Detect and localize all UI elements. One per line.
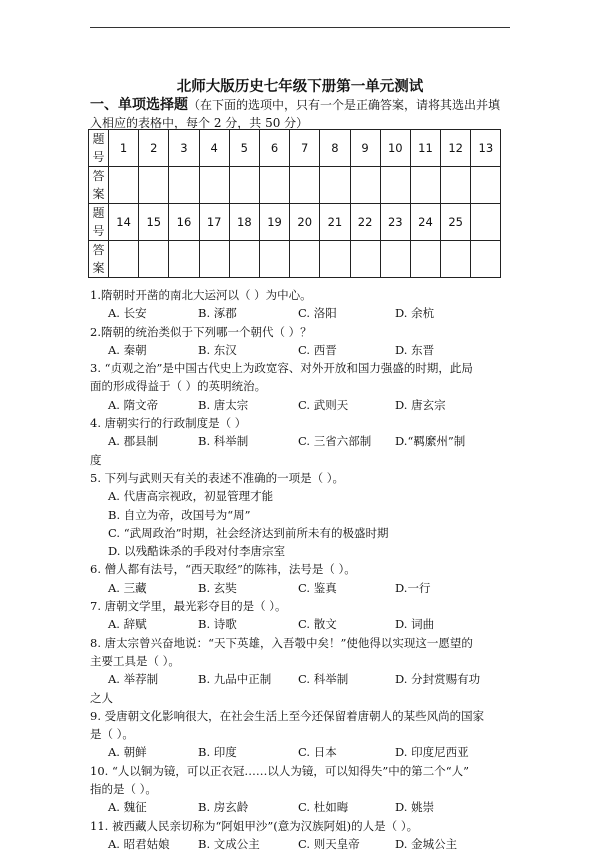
option-d[interactable]: D. 以残酷诛杀的手段对付李唐宗室 <box>108 544 286 559</box>
option-d[interactable]: D. 印度尼西亚 <box>395 745 469 760</box>
question-text: 主要工具是（ ）。 <box>90 653 180 668</box>
option-c[interactable]: C. 日本 <box>298 745 337 760</box>
option-a[interactable]: A. 魏征 <box>108 800 147 815</box>
option-a[interactable]: A. 隋文帝 <box>108 397 159 412</box>
answer-cell[interactable] <box>380 241 410 278</box>
number-cell: 4 <box>199 130 229 167</box>
answer-cell[interactable] <box>169 167 199 204</box>
answer-cell[interactable] <box>441 241 471 278</box>
option-d[interactable]: D. 姚崇 <box>395 800 435 815</box>
option-a[interactable]: A. 郡县制 <box>108 434 159 449</box>
option-d[interactable]: D.一行 <box>395 580 431 595</box>
number-cell: 16 <box>169 204 199 241</box>
option-d[interactable]: D. 唐玄宗 <box>395 397 446 412</box>
number-cell: 3 <box>169 130 199 167</box>
page-title: 北师大版历史七年级下册第一单元测试 <box>176 79 424 95</box>
answer-cell[interactable] <box>290 241 320 278</box>
option-c[interactable]: C. 科举制 <box>298 672 349 687</box>
option-wrap-text: 度 <box>90 452 102 467</box>
number-cell: 24 <box>410 204 440 241</box>
option-b[interactable]: B. 文成公主 <box>198 836 260 851</box>
option-a[interactable]: A. 辞赋 <box>108 617 147 632</box>
option-wrap-text: 之人 <box>90 690 113 705</box>
option-c[interactable]: C. 武则天 <box>298 397 349 412</box>
table-row-answers-1 <box>89 167 501 204</box>
answer-cell[interactable] <box>441 167 471 204</box>
answer-cell[interactable] <box>471 167 501 204</box>
option-b[interactable]: B. 房玄龄 <box>198 800 249 815</box>
number-cell: 17 <box>199 204 229 241</box>
option-d[interactable]: D. 东晋 <box>395 342 435 357</box>
answer-cell[interactable] <box>199 167 229 204</box>
answer-cell[interactable] <box>410 241 440 278</box>
number-cell: 22 <box>350 204 380 241</box>
option-b[interactable]: B. 东汉 <box>198 342 237 357</box>
number-cell: 20 <box>290 204 320 241</box>
option-d[interactable]: D. 分封赏赐有功 <box>395 672 481 687</box>
answer-cell[interactable] <box>320 167 350 204</box>
answer-cell[interactable] <box>259 241 289 278</box>
question-text: 10. “人以铜为镜，可以正衣冠……以人为镜，可以知得失”中的第二个“人” <box>90 763 469 778</box>
option-d[interactable]: D.“羁縻州”制 <box>395 434 466 449</box>
option-c[interactable]: C. 三省六部制 <box>298 434 372 449</box>
option-b[interactable]: B. 诗歌 <box>198 617 237 632</box>
option-a[interactable]: A. 长安 <box>108 306 147 321</box>
question-text: 11. 被西藏人民亲切称为“阿姐甲沙”(意为汉族阿姐)的人是（ ）。 <box>90 818 419 833</box>
header-rule <box>90 27 510 28</box>
options-row <box>90 432 520 450</box>
empty-cell <box>471 204 501 241</box>
option-a[interactable]: A. 秦朝 <box>108 342 147 357</box>
answer-cell[interactable] <box>350 241 380 278</box>
answer-cell[interactable] <box>290 167 320 204</box>
number-cell: 8 <box>320 130 350 167</box>
section-instruction-2: 入相应的表格中，每个 2 分，共 50 分） <box>90 116 309 130</box>
answer-cell[interactable] <box>410 167 440 204</box>
option-a[interactable]: A. 朝鲜 <box>108 745 147 760</box>
label-question-number: 题 号 <box>89 130 109 167</box>
number-cell: 10 <box>380 130 410 167</box>
option-d[interactable]: D. 余杭 <box>395 306 435 321</box>
question-text: 7. 唐朝文学里，最光彩夺目的是（ ）。 <box>90 599 287 614</box>
section-heading: 一、单项选择题 <box>90 97 188 113</box>
answer-cell[interactable] <box>229 241 259 278</box>
answer-cell[interactable] <box>169 241 199 278</box>
number-cell: 5 <box>229 130 259 167</box>
number-cell: 23 <box>380 204 410 241</box>
answer-cell[interactable] <box>380 167 410 204</box>
option-c[interactable]: C. 洛阳 <box>298 306 337 321</box>
option-b[interactable]: B. 玄奘 <box>198 580 237 595</box>
options-row <box>90 341 520 359</box>
option-b[interactable]: B. 自立为帝，改国号为“周” <box>108 507 251 522</box>
number-cell: 14 <box>109 204 139 241</box>
option-d[interactable]: D. 词曲 <box>395 617 435 632</box>
options-row <box>90 579 520 597</box>
number-cell: 18 <box>229 204 259 241</box>
answer-cell[interactable] <box>229 167 259 204</box>
options-row <box>90 396 520 414</box>
answer-cell[interactable] <box>259 167 289 204</box>
question-text: 是（ ）。 <box>90 727 134 742</box>
options-row <box>90 798 520 816</box>
answer-cell[interactable] <box>320 241 350 278</box>
option-a[interactable]: A. 昭君姑娘 <box>108 836 170 851</box>
option-c[interactable]: C. 鉴真 <box>298 580 337 595</box>
options-row <box>90 835 520 853</box>
options-row <box>90 615 520 633</box>
option-d[interactable]: D. 金城公主 <box>395 836 458 851</box>
number-cell: 1 <box>109 130 139 167</box>
section-instruction-1: （在下面的选项中，只有一个是正确答案，请将其选出并填 <box>188 98 501 112</box>
question-list <box>90 286 520 853</box>
answer-cell[interactable] <box>139 241 169 278</box>
empty-cell <box>471 241 501 278</box>
number-cell: 2 <box>139 130 169 167</box>
table-row-numbers-2 <box>89 204 501 241</box>
option-a[interactable]: A. 代唐高宗视政，初显管理才能 <box>108 489 274 504</box>
number-cell: 7 <box>290 130 320 167</box>
label-answer: 答 案 <box>89 241 109 278</box>
answer-cell[interactable] <box>199 241 229 278</box>
label-answer: 答 案 <box>89 167 109 204</box>
number-cell: 6 <box>259 130 289 167</box>
question-text: 1.隋朝时开凿的南北大运河以（ ）为中心。 <box>90 288 312 302</box>
number-cell: 9 <box>350 130 380 167</box>
option-b[interactable]: B. 科举制 <box>198 434 249 449</box>
question-text: 4. 唐朝实行的行政制度是（ ） <box>90 416 247 431</box>
number-cell: 12 <box>441 130 471 167</box>
question-text: 2.隋朝的统治类似于下列哪一个朝代（ ）？ <box>90 324 312 339</box>
answer-cell[interactable] <box>350 167 380 204</box>
number-cell: 25 <box>441 204 471 241</box>
table-row-answers-2 <box>89 241 501 278</box>
number-cell: 13 <box>471 130 501 167</box>
option-b[interactable]: B. 唐太宗 <box>198 397 249 412</box>
question-text: 8. 唐太宗曾兴奋地说：“天下英雄，入吾彀中矣！”使他得以实现这一愿望的 <box>90 635 473 650</box>
option-b[interactable]: B. 涿郡 <box>198 306 237 321</box>
question-text: 6. 僧人都有法号，“西天取经”的陈祎，法号是（ ）。 <box>90 562 356 577</box>
option-b[interactable]: B. 九品中正制 <box>198 672 272 687</box>
answer-table <box>88 129 501 278</box>
options-row <box>90 304 520 322</box>
option-c[interactable]: C. 则天皇帝 <box>298 836 360 851</box>
table-row-numbers-1 <box>89 130 501 167</box>
option-c[interactable]: C. 散文 <box>298 617 337 632</box>
option-c[interactable]: C. 杜如晦 <box>298 800 349 815</box>
number-cell: 19 <box>259 204 289 241</box>
question-text: 9. 受唐朝文化影响很大，在社会生活上至今还保留着唐朝人的某些风尚的国家 <box>90 708 485 723</box>
question-text: 指的是（ ）。 <box>90 782 157 797</box>
answer-cell[interactable] <box>109 241 139 278</box>
number-cell: 21 <box>320 204 350 241</box>
number-cell: 15 <box>139 204 169 241</box>
label-question-number: 题 号 <box>89 204 109 241</box>
section-intro <box>90 96 520 132</box>
option-a[interactable]: A. 三藏 <box>108 580 147 595</box>
option-c[interactable]: C. 西晋 <box>298 342 337 357</box>
option-a[interactable]: A. 举荐制 <box>108 672 159 687</box>
answer-cell[interactable] <box>139 167 169 204</box>
option-b[interactable]: B. 印度 <box>198 745 237 760</box>
question-text: 3. “贞观之治”是中国古代史上为政宽容、对外开放和国力强盛的时期，此局 <box>90 361 473 376</box>
options-row <box>90 670 520 688</box>
question-text: 5. 下列与武则天有关的表述不准确的一项是（ ）。 <box>90 470 345 485</box>
question-text: 面的形成得益于（ ）的英明统治。 <box>90 379 267 394</box>
answer-cell[interactable] <box>109 167 139 204</box>
option-c[interactable]: C. “武周政治”时期，社会经济达到前所未有的极盛时期 <box>108 525 389 540</box>
number-cell: 11 <box>410 130 440 167</box>
options-row <box>90 743 520 761</box>
